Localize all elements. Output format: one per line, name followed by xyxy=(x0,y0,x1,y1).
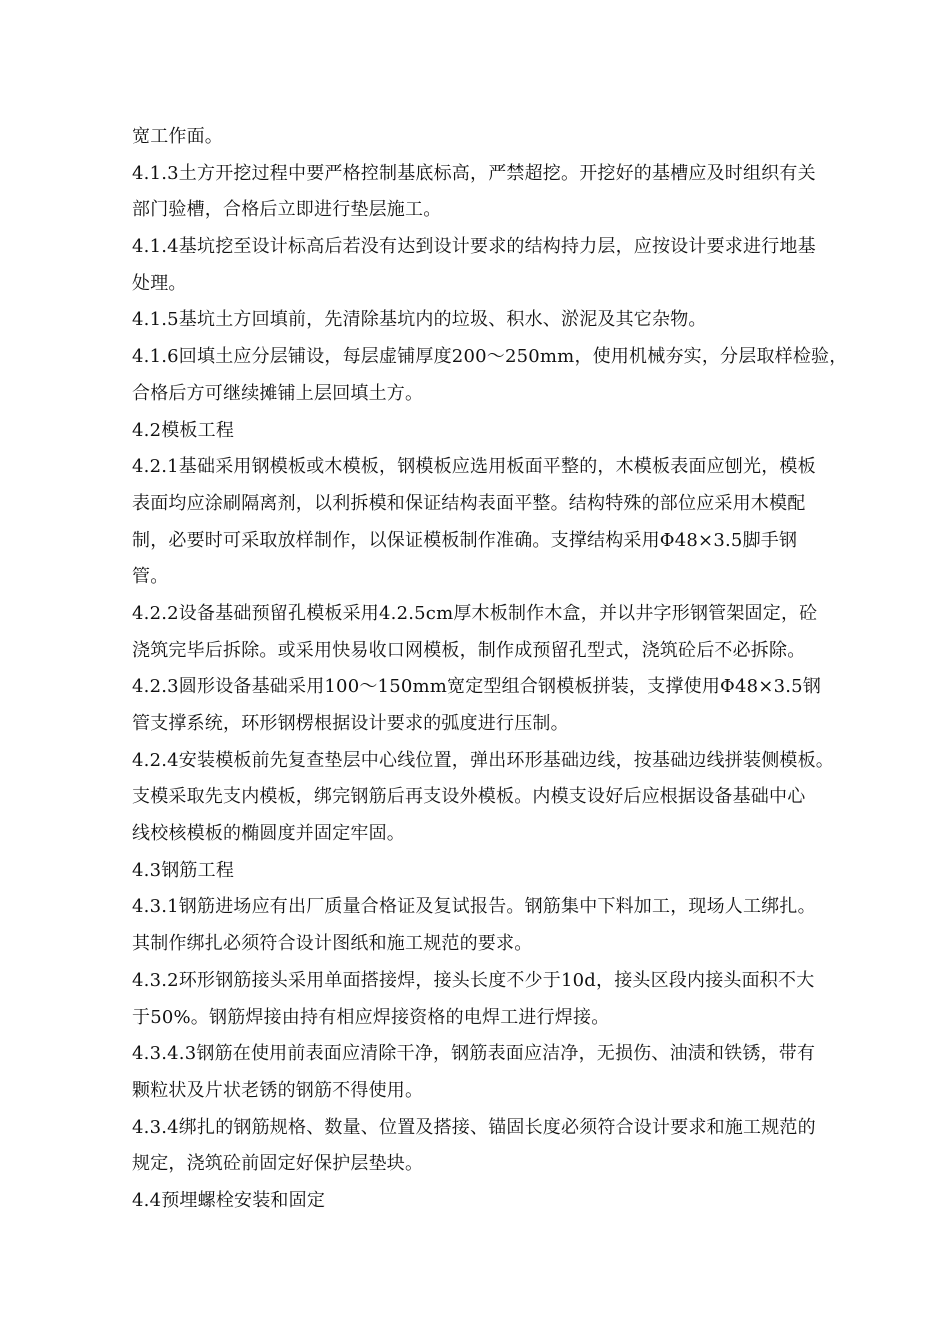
text-line: 管。 xyxy=(132,566,169,588)
section-heading: 4.4预埋螺栓安装和固定 xyxy=(132,1189,326,1211)
text-line: 管支撑系统，环形钢楞根据设计要求的弧度进行压制。 xyxy=(132,713,569,734)
text-line: 4.3.4绑扎的钢筋规格、数量、位置及搭接、锚固长度必须符合设计要求和施工规范的 xyxy=(132,1116,816,1138)
text-line: 4.2.2设备基础预留孔模板采用4.2.5cm厚木板制作木盒，并以井字形钢管架固定，砼 xyxy=(132,602,818,624)
section-heading: 4.3钢筋工程 xyxy=(132,859,235,881)
text-line: 规定，浇筑砼前固定好保护层垫块。 xyxy=(132,1153,424,1175)
section-heading: 4.2模板工程 xyxy=(132,419,235,441)
text-line: 4.3.4.3钢筋在使用前表面应清除干净，钢筋表面应洁净，无损伤、油渍和铁锈，带有 xyxy=(132,1043,816,1065)
text-line: 浇筑完毕后拆除。或采用快易收口网模板，制作成预留孔型式，浇筑砼后不必拆除。 xyxy=(132,639,806,661)
text-line: 4.1.5基坑土方回填前，先清除基坑内的垃圾、积水、淤泥及其它杂物。 xyxy=(132,309,707,331)
text-line: 4.2.3圆形设备基础采用100～150mm宽定型组合钢模板拼装，支撑使用Φ48×3.5钢 xyxy=(132,676,822,698)
text-line: 支模采取先支内模板，绑完钢筋后再支设外模板。内模支设好后应根据设备基础中心 xyxy=(132,786,806,808)
text-line: 4.3.1钢筋进场应有出厂质量合格证及复试报告。钢筋集中下料加工，现场人工绑扎。 xyxy=(132,896,816,918)
text-line: 4.2.4安装模板前先复查垫层中心线位置，弹出环形基础边线，按基础边线拼装侧模板。 xyxy=(132,749,834,771)
text-line: 4.1.3土方开挖过程中要严格控制基底标高，严禁超挖。开挖好的基槽应及时组织有关 xyxy=(132,162,816,184)
text-line: 部门验槽，合格后立即进行垫层施工。 xyxy=(132,199,442,221)
text-line: 处理。 xyxy=(132,272,187,294)
text-line: 合格后方可继续摊铺上层回填土方。 xyxy=(132,382,424,404)
text-line: 表面均应涂刷隔离剂，以利拆模和保证结构表面平整。结构特殊的部位应采用木模配 xyxy=(132,492,806,514)
text-line: 4.1.6回填土应分层铺设，每层虚铺厚度200～250mm，使用机械夯实，分层取样检验， xyxy=(132,346,848,368)
text-line: 4.1.4基坑挖至设计标高后若没有达到设计要求的结构持力层，应按设计要求进行地基 xyxy=(132,236,816,258)
text-line: 颗粒状及片状老锈的钢筋不得使用。 xyxy=(132,1079,424,1101)
text-line: 其制作绑扎必须符合设计图纸和施工规范的要求。 xyxy=(132,933,533,955)
text-line: 线校核模板的椭圆度并固定牢固。 xyxy=(132,823,405,845)
text-line: 制，必要时可采取放样制作，以保证模板制作准确。支撑结构采用Φ48×3.5脚手钢 xyxy=(132,529,798,551)
text-line: 4.2.1基础采用钢模板或木模板，钢模板应选用板面平整的，木模板表面应刨光，模板 xyxy=(132,456,816,478)
text-line: 宽工作面。 xyxy=(132,126,223,147)
text-line: 于50%。钢筋焊接由持有相应焊接资格的电焊工进行焊接。 xyxy=(132,1006,610,1028)
document-body xyxy=(132,119,862,1220)
text-line: 4.3.2环形钢筋接头采用单面搭接焊，接头长度不少于10d，接头区段内接头面积不大 xyxy=(132,969,815,991)
